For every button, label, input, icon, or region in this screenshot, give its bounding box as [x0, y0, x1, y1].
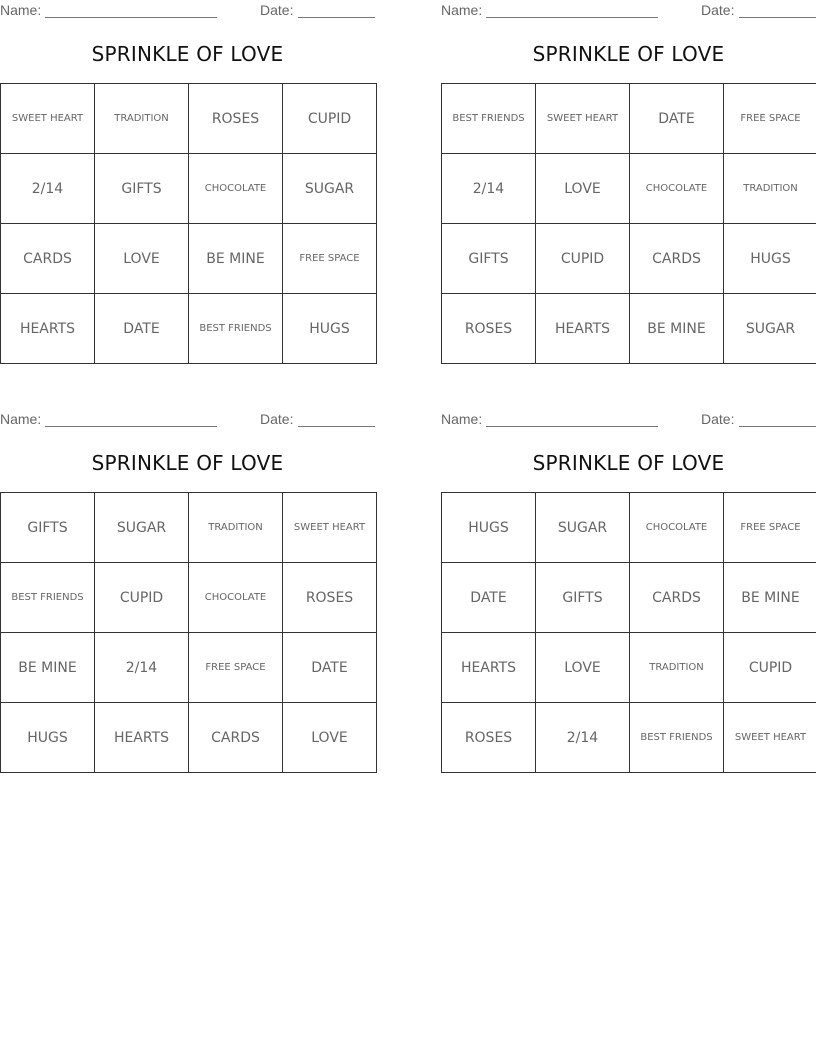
bingo-cell: ROSES [442, 703, 536, 773]
grid-row [1, 703, 377, 773]
bingo-cell: BEST FRIENDS [630, 703, 724, 773]
bingo-grid [0, 492, 377, 773]
grid-row [442, 294, 816, 364]
bingo-cell: FREE SPACE [283, 224, 377, 294]
name-blank-line [486, 17, 658, 18]
bingo-cell: SWEET HEART [536, 84, 630, 154]
bingo-cell: BEST FRIENDS [189, 294, 283, 364]
name-blank-line [45, 17, 217, 18]
date-blank-line [739, 426, 816, 427]
bingo-cell: HUGS [283, 294, 377, 364]
grid-row [442, 563, 816, 633]
bingo-cell: DATE [442, 563, 536, 633]
grid-row [1, 294, 377, 364]
bingo-cell: GIFTS [1, 493, 95, 563]
name-blank-line [486, 426, 658, 427]
bingo-grid [441, 492, 816, 773]
bingo-cell: TRADITION [95, 84, 189, 154]
bingo-cell: TRADITION [724, 154, 816, 224]
date-blank-line [739, 17, 816, 18]
grid-row [442, 493, 816, 563]
date-label: Date: [260, 2, 294, 18]
bingo-cell: CARDS [189, 703, 283, 773]
bingo-grid [441, 83, 816, 364]
grid-row [1, 84, 377, 154]
bingo-cell: SWEET HEART [724, 703, 816, 773]
grid-row [1, 493, 377, 563]
bingo-cell: LOVE [95, 224, 189, 294]
bingo-cell: BE MINE [630, 294, 724, 364]
bingo-cell: GIFTS [442, 224, 536, 294]
grid-row [442, 224, 816, 294]
bingo-cell: CHOCOLATE [189, 154, 283, 224]
bingo-cell: LOVE [536, 154, 630, 224]
name-label: Name: [0, 2, 42, 18]
bingo-cell: 2/14 [95, 633, 189, 703]
bingo-cell: GIFTS [95, 154, 189, 224]
date-blank-line [298, 426, 375, 427]
bingo-card-1 [0, 0, 375, 364]
bingo-cell: FREE SPACE [724, 84, 816, 154]
name-label: Name: [0, 411, 42, 427]
bingo-cell: FREE SPACE [724, 493, 816, 563]
bingo-cell: TRADITION [189, 493, 283, 563]
bingo-cell: BE MINE [1, 633, 95, 703]
bingo-cell: DATE [630, 84, 724, 154]
bingo-cell: LOVE [536, 633, 630, 703]
bingo-cell: CUPID [95, 563, 189, 633]
bingo-cell: CARDS [630, 224, 724, 294]
bingo-cell: HEARTS [442, 633, 536, 703]
date-label: Date: [701, 2, 735, 18]
bingo-cell: CUPID [724, 633, 816, 703]
bingo-cell: ROSES [442, 294, 536, 364]
bingo-cell: GIFTS [536, 563, 630, 633]
bingo-cell: DATE [283, 633, 377, 703]
card-header [441, 2, 816, 20]
bingo-cell: BE MINE [189, 224, 283, 294]
bingo-cell: CHOCOLATE [630, 493, 724, 563]
bingo-cell: ROSES [189, 84, 283, 154]
bingo-cell: CUPID [536, 224, 630, 294]
card-title: SPRINKLE OF LOVE [532, 451, 725, 475]
bingo-cell: HUGS [724, 224, 816, 294]
bingo-cell: CARDS [1, 224, 95, 294]
bingo-cell: TRADITION [630, 633, 724, 703]
bingo-cell: CHOCOLATE [189, 563, 283, 633]
bingo-cell: SUGAR [95, 493, 189, 563]
grid-row [442, 154, 816, 224]
bingo-cell: CARDS [630, 563, 724, 633]
bingo-cell: SWEET HEART [283, 493, 377, 563]
bingo-cell: 2/14 [536, 703, 630, 773]
bingo-cell: SUGAR [536, 493, 630, 563]
grid-row [442, 633, 816, 703]
date-blank-line [298, 17, 375, 18]
bingo-cell: ROSES [283, 563, 377, 633]
name-label: Name: [441, 2, 483, 18]
bingo-cell: HEARTS [1, 294, 95, 364]
bingo-cell: LOVE [283, 703, 377, 773]
date-label: Date: [260, 411, 294, 427]
grid-row [1, 154, 377, 224]
bingo-cell: FREE SPACE [189, 633, 283, 703]
card-title: SPRINKLE OF LOVE [91, 451, 284, 475]
bingo-card-2 [441, 0, 816, 364]
grid-row [1, 563, 377, 633]
bingo-cell: BE MINE [724, 563, 816, 633]
grid-row [1, 224, 377, 294]
bingo-cell: 2/14 [442, 154, 536, 224]
card-header [0, 411, 375, 429]
name-label: Name: [441, 411, 483, 427]
bingo-cell: HEARTS [536, 294, 630, 364]
bingo-cell: SUGAR [283, 154, 377, 224]
grid-row [442, 703, 816, 773]
card-title: SPRINKLE OF LOVE [91, 42, 284, 66]
bingo-cell: SUGAR [724, 294, 816, 364]
bingo-cell: BEST FRIENDS [1, 563, 95, 633]
name-blank-line [45, 426, 217, 427]
bingo-cell: BEST FRIENDS [442, 84, 536, 154]
bingo-cell: HEARTS [95, 703, 189, 773]
bingo-cell: 2/14 [1, 154, 95, 224]
bingo-cell: DATE [95, 294, 189, 364]
bingo-cell: HUGS [1, 703, 95, 773]
bingo-cell: HUGS [442, 493, 536, 563]
bingo-cell: SWEET HEART [1, 84, 95, 154]
card-header [441, 411, 816, 429]
grid-row [442, 84, 816, 154]
bingo-card-4 [441, 409, 816, 773]
grid-row [1, 633, 377, 703]
bingo-card-3 [0, 409, 375, 773]
bingo-grid [0, 83, 377, 364]
date-label: Date: [701, 411, 735, 427]
bingo-cell: CUPID [283, 84, 377, 154]
card-title: SPRINKLE OF LOVE [532, 42, 725, 66]
card-header [0, 2, 375, 20]
bingo-cell: CHOCOLATE [630, 154, 724, 224]
